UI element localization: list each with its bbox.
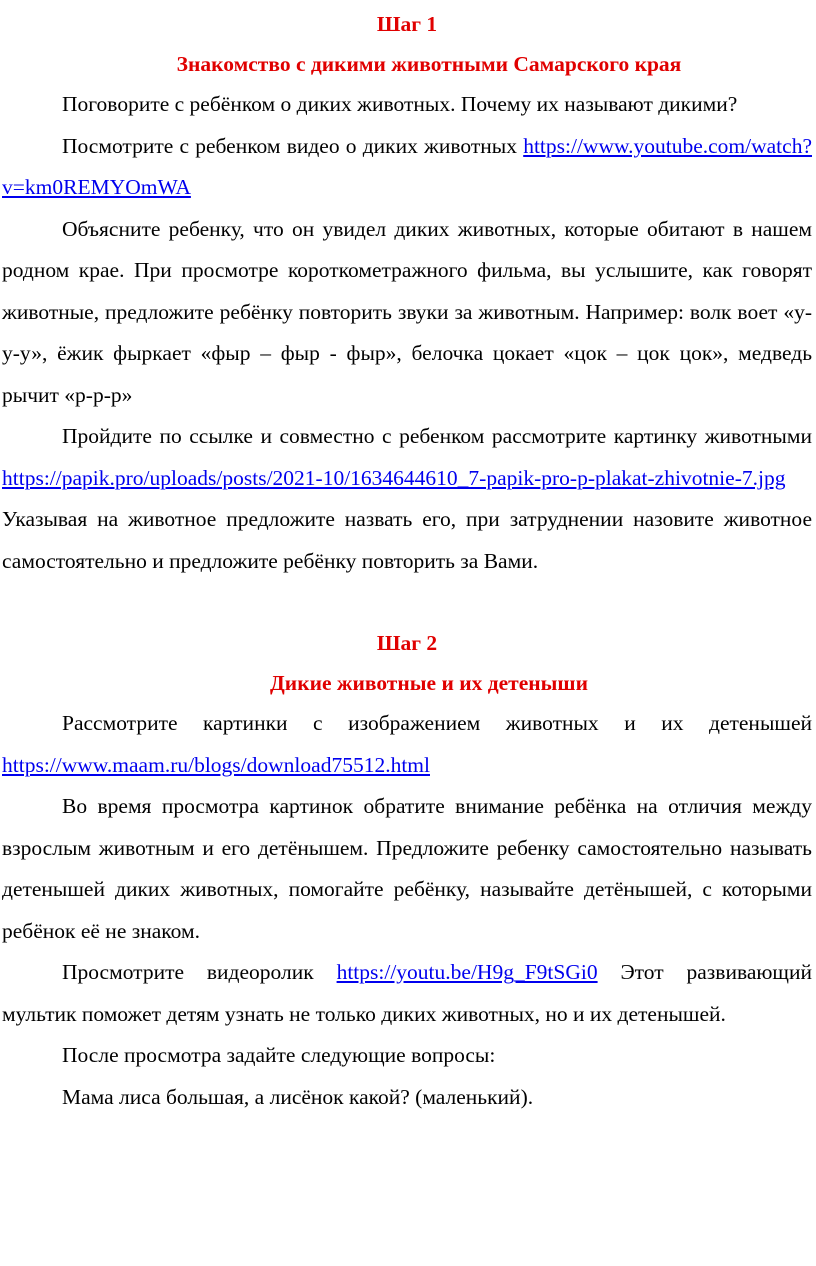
step2-title: Дикие животные и их детеныши xyxy=(270,671,588,695)
step1-title: Знакомство с дикими животными Самарского края xyxy=(176,52,682,76)
step2-paragraph-3 xyxy=(2,952,812,1035)
step2-paragraph-3-text-after: Этот развивающий мультик поможет детям узнать не только диких животных, но и их детенышей. xyxy=(2,960,812,1026)
step1-paragraph-4-text-after: Указывая на животное предложите назвать его, при затруднении назовите животное самостоятельно и предложите ребёнку повторить за Вами. xyxy=(2,507,812,573)
maam-download-link[interactable]: https://www.maam.ru/blogs/download75512.html xyxy=(2,752,430,777)
papik-image-link[interactable]: https://papik.pro/uploads/posts/2021-10/1634644610_7-papik-pro-p-plakat-zhivotnie-7.jpg xyxy=(2,465,786,490)
step2-paragraph-4: После просмотра задайте следующие вопросы: xyxy=(62,1043,496,1067)
step2-label: Шаг 2 xyxy=(376,631,438,655)
step2-paragraph-2: Во время просмотра картинок обратите внимание ребёнка на отличия между взрослым животным и его детёнышем. Предложите ребенку самостоятельно называть детенышей диких животных, помогайте ребёнку, называйте детёнышей, с которыми ребёнок её не знаком. xyxy=(2,794,812,943)
step1-paragraph-1: Поговорите с ребёнком о диких животных. Почему их называют дикими? xyxy=(62,92,738,116)
step1-paragraph-4 xyxy=(2,416,812,582)
step1-label: Шаг 1 xyxy=(376,12,438,36)
step2-paragraph-1-text: Рассмотрите картинки с изображением животных и их детенышей xyxy=(62,711,812,735)
youtu-be-video-link[interactable]: https://youtu.be/H9g_F9tSGi0 xyxy=(336,960,598,984)
section-spacer xyxy=(2,582,812,623)
step1-paragraph-2 xyxy=(2,126,812,209)
step1-paragraph-3: Объясните ребенку, что он увидел диких животных, которые обитают в нашем родном крае. При просмотре короткометражного фильма, вы услышите, как говорят животные, предложите ребёнку повторить звуки за животным. Например: волк воет «у-у-у», ёжик фыркает «фыр – фыр - фыр», белочка цокает «цок – цок цок», медведь рычит «р-р-р» xyxy=(2,216,812,407)
step1-paragraph-4-text-before: Пройдите по ссылке и совместно с ребенком рассмотрите картинку животными xyxy=(62,424,812,448)
step2-paragraph-3-text-before: Просмотрите видеоролик xyxy=(62,960,337,984)
step1-paragraph-2-text: Посмотрите с ребенком видео о диких животных xyxy=(62,133,524,158)
step2-paragraph-1 xyxy=(2,703,812,786)
step2-paragraph-5: Мама лиса большая, а лисёнок какой? (маленький). xyxy=(62,1084,534,1109)
youtube-video-link[interactable]: https://www.youtube.com/watch?v=km0REMYOmWA xyxy=(2,133,812,199)
